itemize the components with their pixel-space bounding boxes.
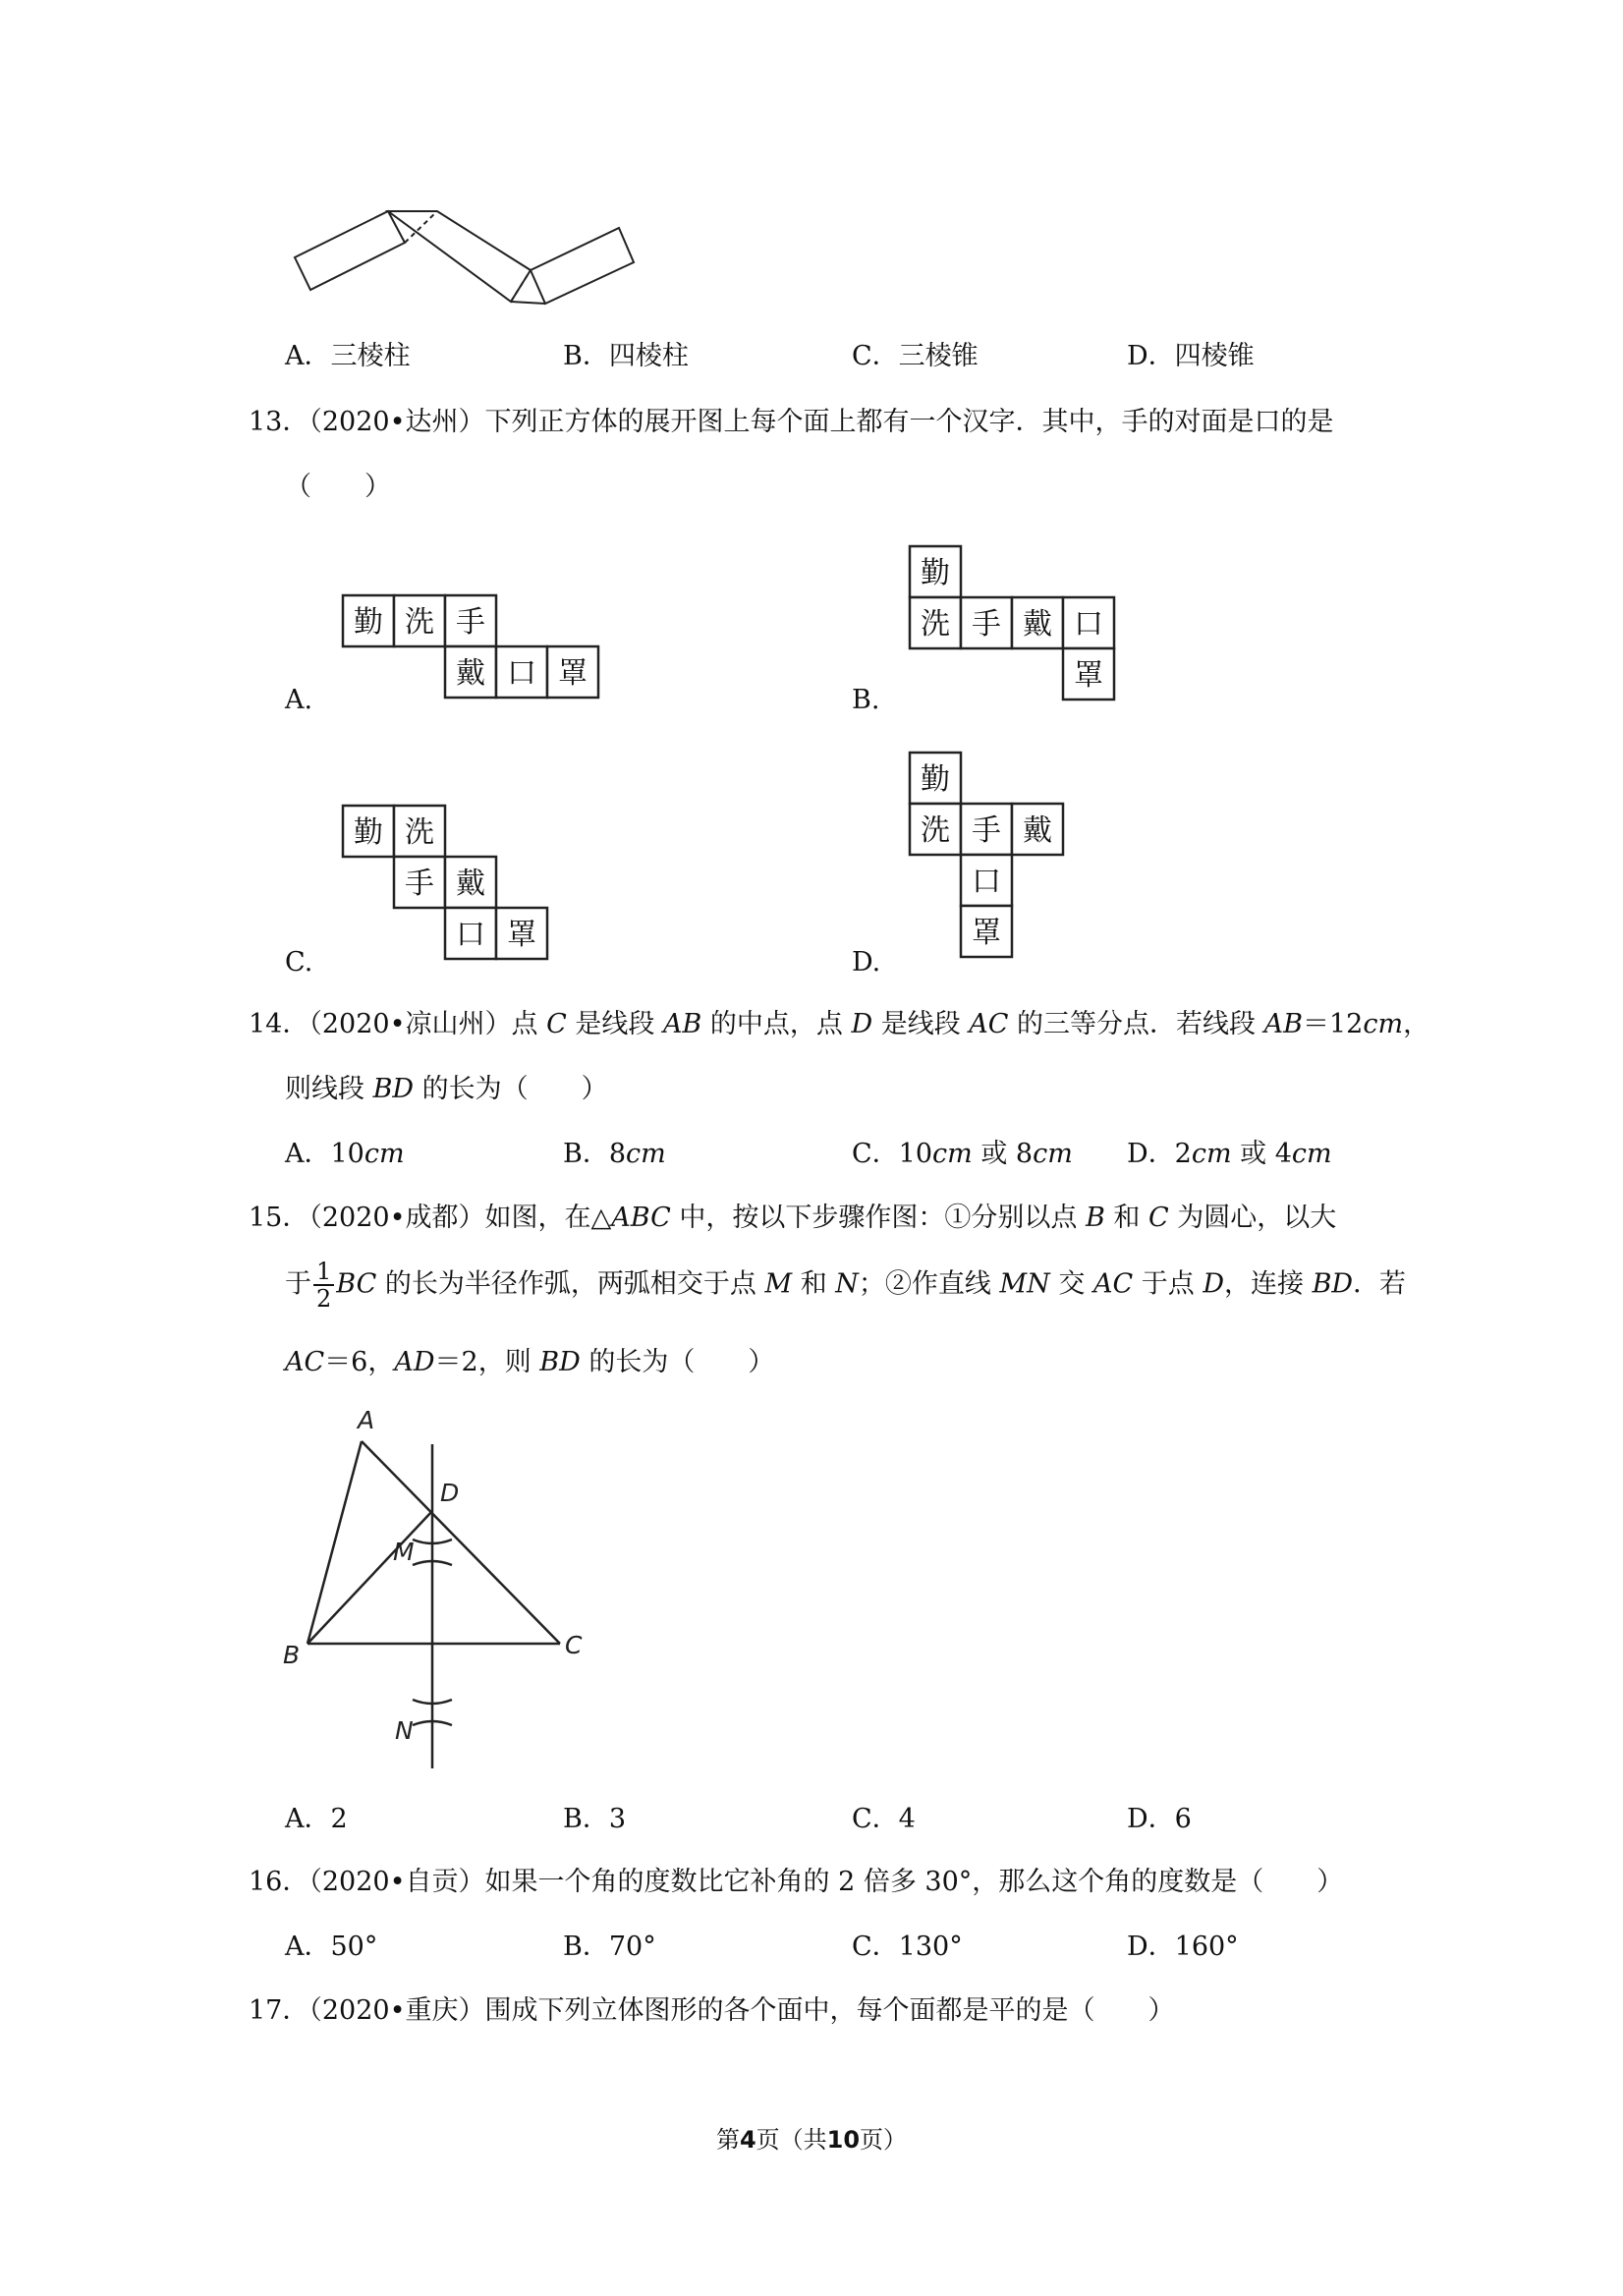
question-number: 13． [249,407,309,437]
q15-stem-line3: AC＝6，AD＝2，则 BD 的长为（ ） [285,1347,775,1377]
net-char: 口 [507,656,536,691]
q16-option-d: D．160° [1127,1932,1239,1962]
q12-net-figure [285,201,648,319]
q14-option-d: D．2cm 或 4cm [1127,1139,1332,1169]
q16-option-a: A．50° [285,1932,378,1962]
net-char: 口 [1074,607,1103,642]
label-d: D [440,1479,460,1507]
q14-option-a: A．10cm [285,1139,405,1169]
q16-option-b: B．70° [563,1932,656,1962]
q13-label-c: C. [285,947,313,978]
net-char: 罩 [972,916,1001,950]
net-char: 手 [456,605,485,640]
q14-option-c: C．10cm 或 8cm [852,1139,1073,1169]
net-char: 罩 [1074,658,1103,693]
q15-triangle-figure [275,1405,609,1778]
net-char: 戴 [456,867,485,901]
q15-option-b: B．3 [563,1804,627,1834]
q16-stem: 16．（2020•自贡）如果一个角的度数比它补角的 2 倍多 30°，那么这个角的度数是（ ） [249,1867,1344,1897]
q16-option-c: C．130° [852,1932,963,1962]
page-footer: 第4页（共10页） [715,2126,908,2154]
q13-answer-paren: （ ） [285,472,391,502]
net-char: 手 [972,813,1001,848]
q14-stem-line2: 则线段 BD 的长为（ ） [285,1074,608,1104]
net-char: 戴 [456,656,485,691]
net-char: 勤 [354,815,383,850]
question-text: 下列正方体的展开图上每个面上都有一个汉字．其中，手的对面是口的是 [484,407,1334,437]
label-c: C [565,1631,583,1659]
q13-net-d [906,749,1077,965]
q15-stem-line2: 于 $\frac{1}{2}$ BC 的长为半径作弧，两弧相交于点 M 和 N；②作直线 MN 交 AC 于点 D，连接 BD．若 [285,1258,1407,1313]
net-char: 罩 [507,918,536,952]
q15-option-a: A．2 [285,1804,348,1834]
q13-label-b: B. [852,685,880,715]
q14-stem: 14．（2020•凉山州）点 C 是线段 AB 的中点，点 D 是线段 AC 的三等分点．若线段 AB＝12cm， [249,1009,1430,1039]
label-b: B [283,1641,301,1669]
q13-stem [249,407,1334,438]
q13-net-a [339,591,610,703]
net-char: 口 [972,865,1001,899]
net-char: 洗 [405,605,434,640]
net-char: 勤 [921,556,950,590]
q14-option-b: B．8cm [563,1139,666,1169]
q12-option-d: D．四棱锥 [1127,341,1255,371]
fraction: $\frac{1}{2}$ [313,1260,334,1311]
net-char: 洗 [921,813,950,848]
q15-option-c: C．4 [852,1804,916,1834]
label-a: A [358,1406,375,1434]
label-m: M [393,1538,415,1566]
q12-option-b: B．四棱柱 [563,341,689,371]
net-char: 口 [456,918,485,952]
q12-option-a: A．三棱柱 [285,341,411,371]
net-char: 手 [972,607,1001,642]
label-n: N [395,1716,414,1745]
net-char: 戴 [1023,607,1052,642]
net-char: 勤 [354,605,383,640]
net-char: 勤 [921,762,950,797]
net-char: 洗 [405,815,434,850]
net-char: 手 [405,867,434,901]
q12-option-c: C．三棱锥 [852,341,979,371]
q13-net-b [906,542,1128,705]
q13-net-c [339,802,561,965]
q15-option-d: D．6 [1127,1804,1192,1834]
net-char: 罩 [558,656,588,691]
q13-label-d: D. [852,947,881,978]
net-char: 戴 [1023,813,1052,848]
net-char: 洗 [921,607,950,642]
q17-stem: 17．（2020•重庆）围成下列立体图形的各个面中，每个面都是平的是（ ） [249,1995,1175,2026]
q15-stem: 15．（2020•成都）如图，在△ABC 中，按以下步骤作图：①分别以点 B 和 C 为圆心，以大 [249,1203,1337,1233]
q13-label-a: A. [285,685,313,715]
question-source: （2020•达州） [308,407,485,437]
